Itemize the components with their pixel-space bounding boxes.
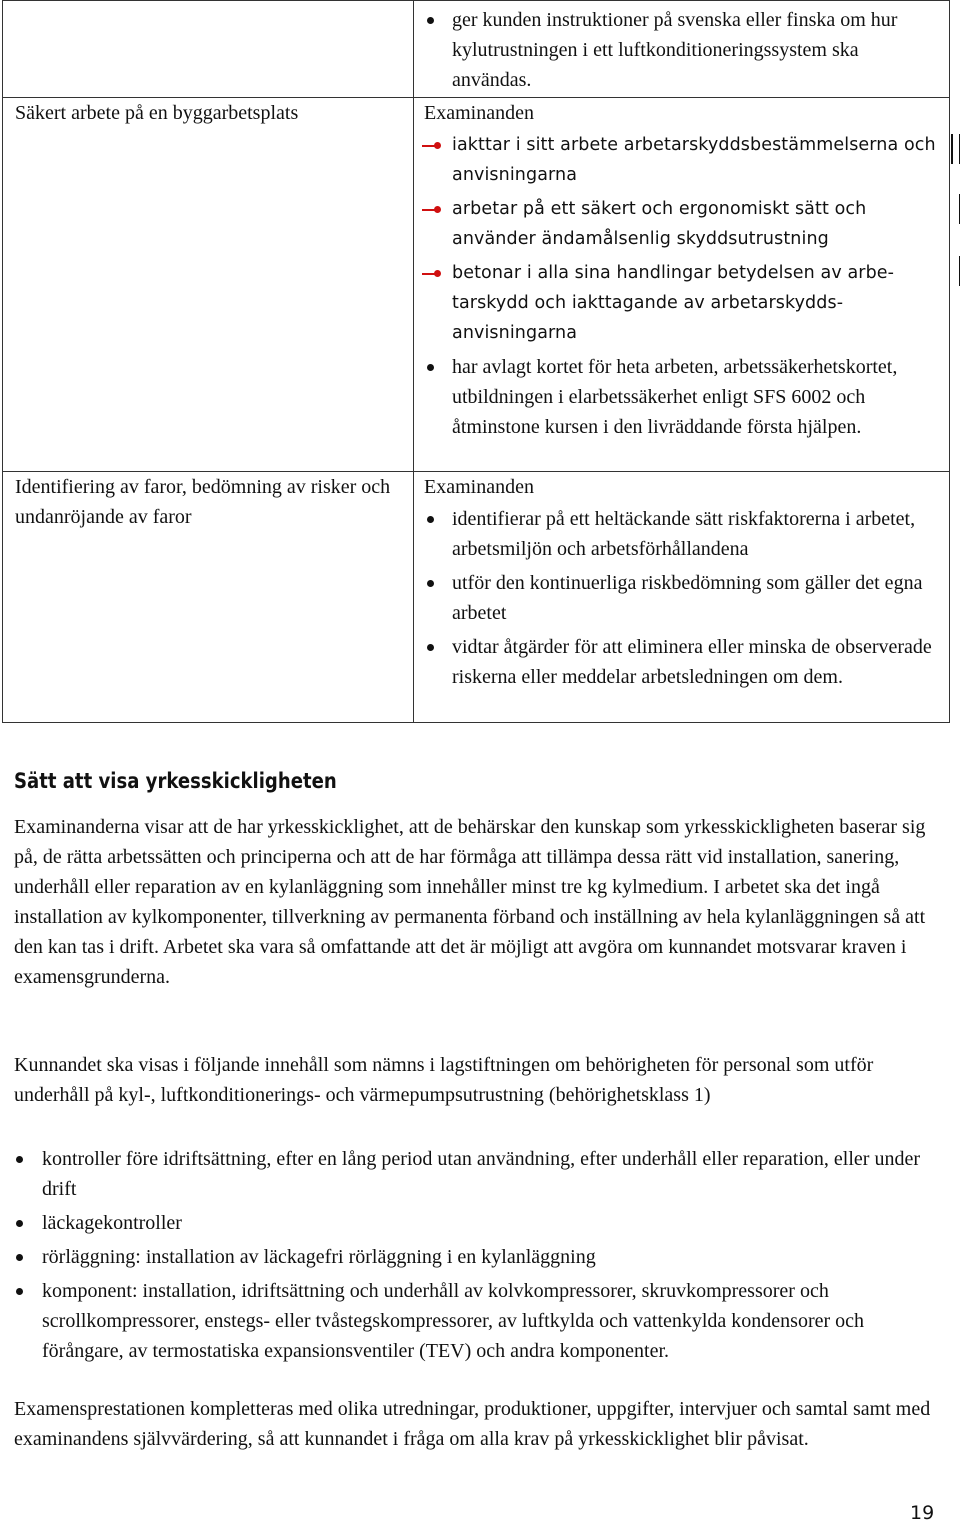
- criterion-title: Säkert arbete på en byggarbetsplats: [15, 102, 299, 124]
- section-heading: Sätt att visa yrkesskickligheten: [14, 769, 337, 793]
- list-item: läckagekontroller: [14, 1208, 942, 1238]
- change-bar: [951, 134, 953, 164]
- table-row: [3, 98, 950, 472]
- criteria-table: [2, 0, 950, 723]
- examinee-lead: Examinanden: [424, 102, 534, 124]
- list-item: kontroller före idriftsättning, efter en lång period utan användning, efter underhåll eller reparation, eller under drift: [14, 1144, 942, 1204]
- list-item: iakttar i sitt arbete arbetarskyddsbestämmelserna och anvisningarna: [424, 130, 941, 190]
- paragraph: Kunnandet ska visas i följande innehåll som nämns i lagstiftningen om behörigheten för personal som utför underhåll på kyl-, luftkonditionerings- och värmepumpsutrustning (behörighetsklass 1): [14, 1054, 874, 1106]
- list-item: arbetar på ett säkert och ergonomiskt sätt och använder ändamålsenlig skyddsutrustning: [424, 194, 941, 254]
- table-cell-right: [414, 1, 950, 98]
- list-item: identifierar på ett heltäckande sätt riskfaktorerna i arbetet, arbetsmiljön och arbetsförhållandena: [424, 504, 941, 564]
- criterion-title: Identifiering av faror, bedömning av risker och undanröjande av faror: [15, 476, 391, 528]
- changed-bullet-list: [424, 130, 941, 348]
- list-item: betonar i alla sina handlingar betydelsen av arbetarskydd och iakttagande av arbetarskyddsanvisningarna: [424, 258, 941, 348]
- list-item: har avlagt kortet för heta arbeten, arbetssäkerhetskortet, utbildningen i elarbetssäkerhet enligt SFS 6002 och åtminstone kursen i den livräddande första hjälpen.: [424, 352, 941, 442]
- bullet-list: [14, 1144, 942, 1366]
- list-item: utför den kontinuerliga riskbedömning som gäller det egna arbetet: [424, 568, 941, 628]
- page-number: 19: [910, 1502, 935, 1524]
- paragraph: Examensprestationen kompletteras med olika utredningar, produktioner, uppgifter, intervjuer och samtal samt med examinandens självvärdering, så att kunnandet i fråga om alla krav på yrkesskicklighet blir påvisat.: [14, 1398, 931, 1450]
- table-cell-left: [3, 472, 414, 723]
- list-item: rörläggning: installation av läckagefri rörläggning i en kylanläggning: [14, 1242, 942, 1272]
- table-cell-left: [3, 1, 414, 98]
- table-row: [3, 1, 950, 98]
- content-list-container: [14, 1144, 942, 1366]
- table-cell-right: [414, 472, 950, 723]
- table-cell-left: [3, 98, 414, 472]
- paragraph: Examinanderna visar att de har yrkesskicklighet, att de behärskar den kunskap som yrkesskickligheten baserar sig på, de rätta arbetssätten och principerna och att de har förmåga att tillämpa dessa rätt vid installation, sanering, underhåll eller reparation av en kylanläggning som innehåller minst tre kg kylmedium. I arbetet ska det ingå installation av kylkomponenter, tillverkning av permanenta förband och inställning av hela kylanläggningen så att den kan tas i drift. Arbetet ska vara så omfattande att det är möjligt att avgöra om kunnandet motsvarar kraven i examensgrunderna.: [14, 816, 926, 988]
- examinee-lead: Examinanden: [424, 476, 534, 498]
- table-cell-right: [414, 98, 950, 472]
- table-row: [3, 472, 950, 723]
- bullet-list: [424, 5, 941, 95]
- list-item: ger kunden instruktioner på svenska eller finska om hur kylutrustningen i ett luftkonditioneringssystem ska användas.: [424, 5, 941, 95]
- bullet-list: [424, 352, 941, 442]
- bullet-list: [424, 504, 941, 692]
- list-item: vidtar åtgärder för att eliminera eller minska de observerade riskerna eller meddelar arbetsledningen om dem.: [424, 632, 941, 692]
- list-item: komponent: installation, idriftsättning och underhåll av kolvkompressorer, skruvkompressorer och scrollkompressorer, enstegs- eller tvåstegskompressorer, av luftkylda och vattenkylda kondensorer och förångare, av termostatiska expansionsventiler (TEV) och andra komponenter.: [14, 1276, 942, 1366]
